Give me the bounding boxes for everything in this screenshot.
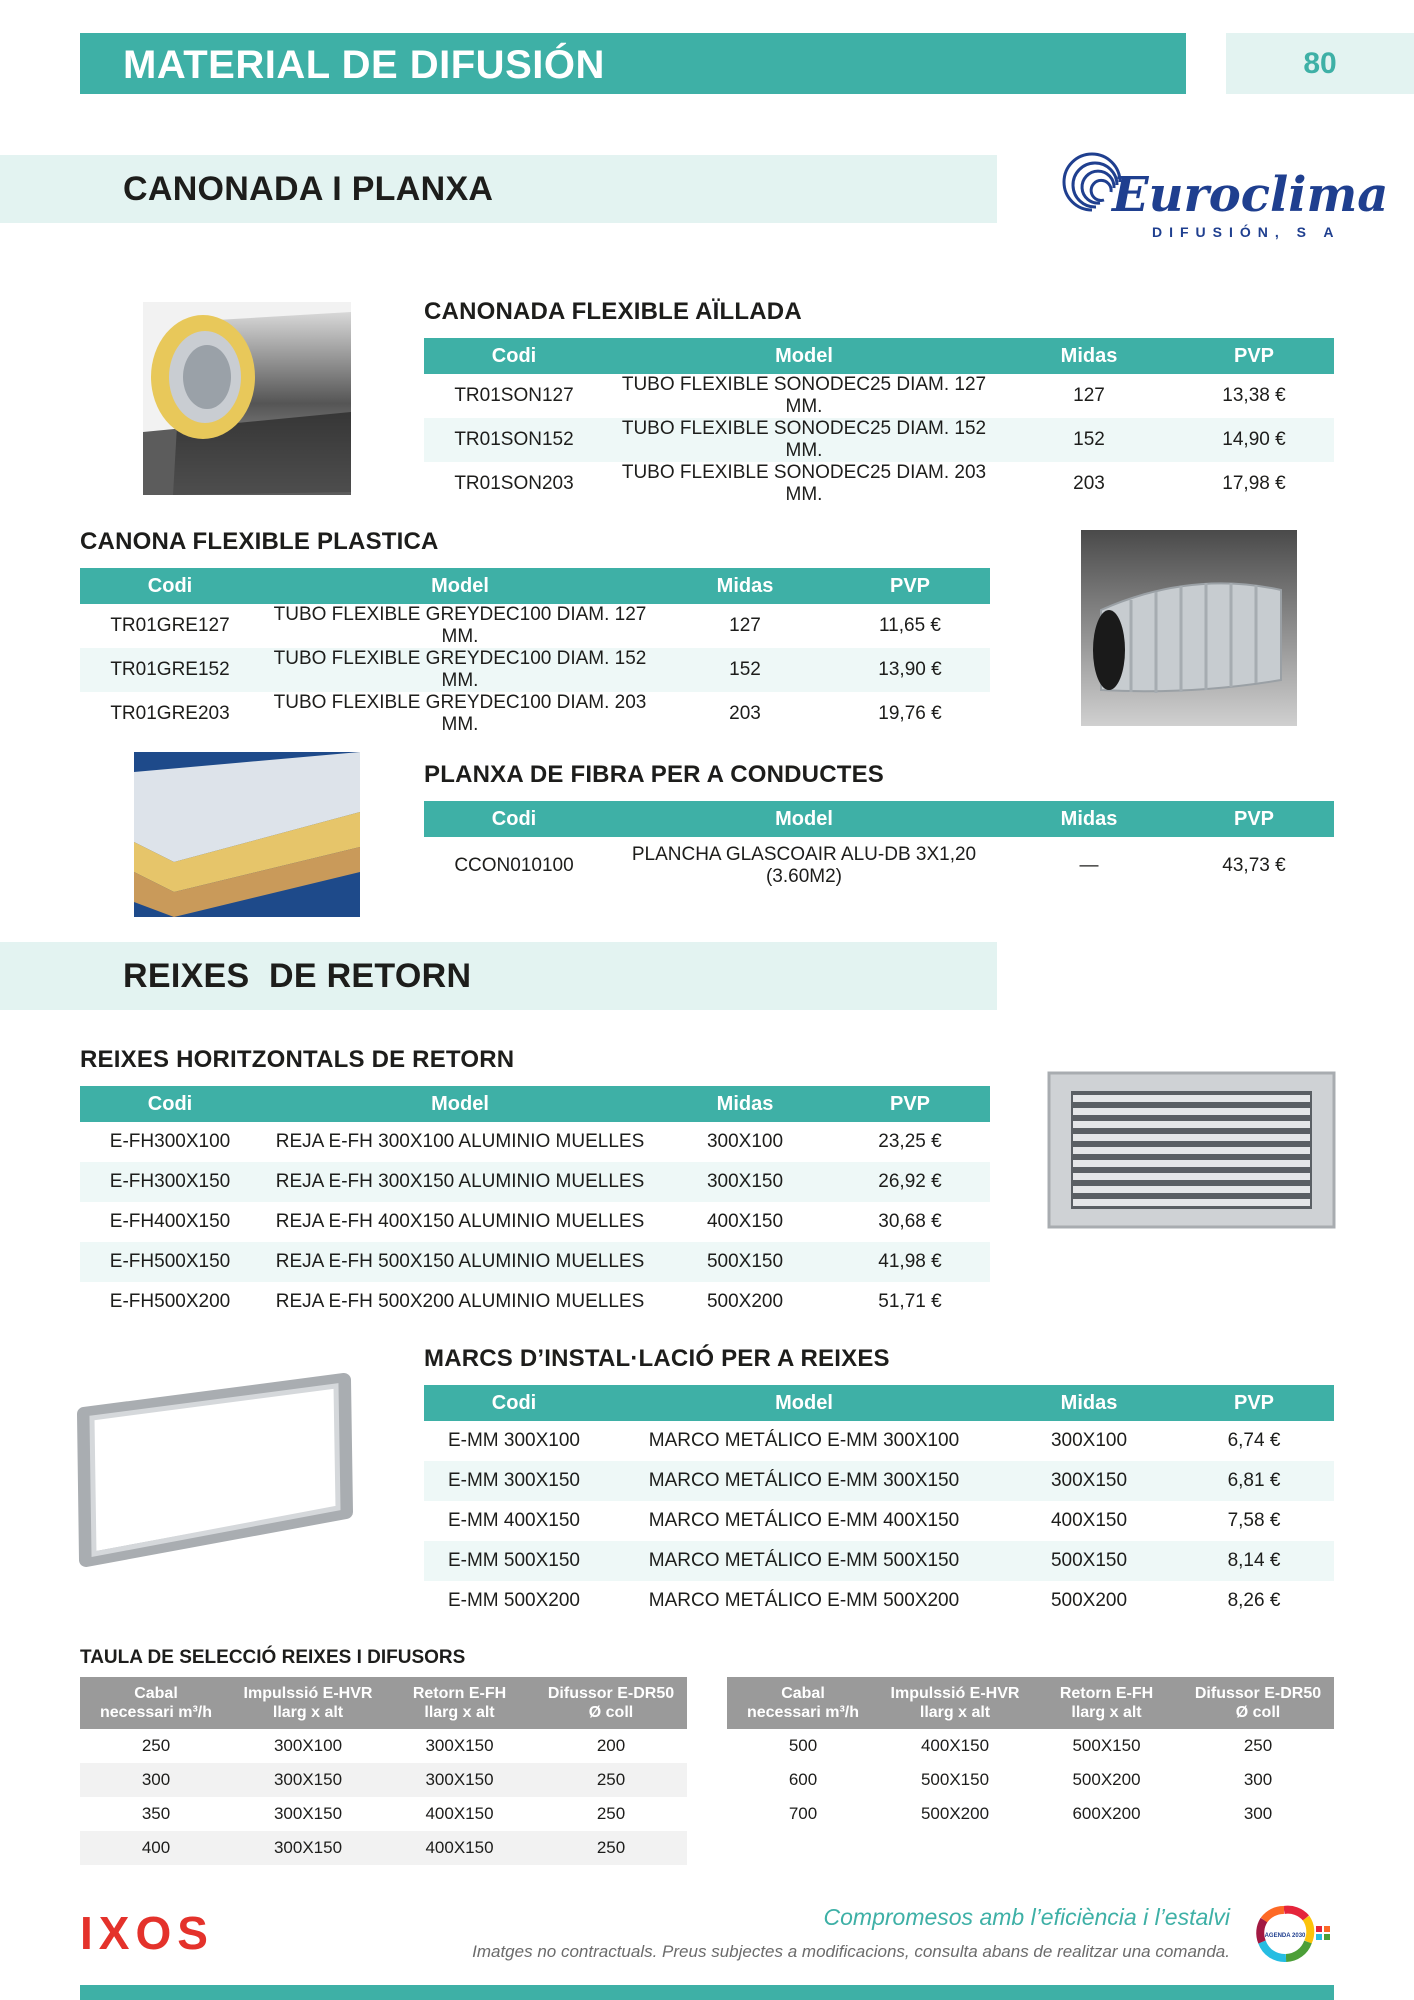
agenda-2030-badge (1256, 1906, 1336, 1962)
col-pvp: PVP (830, 1086, 990, 1122)
cell-midas: 203 (729, 703, 761, 724)
cell-pvp: 11,65 € (879, 615, 941, 636)
heading-flex-aillada: CANONADA FLEXIBLE AÏLLADA (424, 298, 802, 325)
cell-codi: E-MM 500X150 (424, 1541, 604, 1581)
heading-flex-plastica: CANONA FLEXIBLE PLASTICA (80, 528, 439, 555)
cell-midas: 300X150 (1004, 1461, 1174, 1501)
cell-model: TUBO FLEXIBLE SONODEC25 DIAM. 203 MM. (621, 462, 987, 505)
cell-midas: 127 (1073, 385, 1105, 406)
cell-model: REJA E-FH 300X150 ALUMINIO MUELLES (260, 1162, 660, 1202)
col-cabal: Cabal necessari m³/h (727, 1677, 879, 1729)
section-title-canonada: CANONADA I PLANXA (123, 170, 494, 208)
col-model: Model (604, 1385, 1004, 1421)
col-pvp: PVP (830, 568, 990, 604)
cell-pvp: 13,38 € (1222, 385, 1286, 406)
cell-codi: TR01GRE152 (80, 648, 260, 692)
col-codi: Codi (80, 568, 260, 604)
cell-codi: E-FH300X100 (109, 1131, 231, 1152)
table-row: 250 300X100 300X150 200 (141, 1736, 626, 1755)
cell-pvp: 6,74 € (1227, 1430, 1281, 1451)
cell-model: TUBO FLEXIBLE SONODEC25 DIAM. 127 MM. (621, 374, 987, 417)
col-midas: Midas (660, 568, 830, 604)
heading-marcs: MARCS D’INSTAL·LACIÓ PER A REIXES (424, 1345, 890, 1372)
cell-pvp: 43,73 € (1222, 855, 1286, 876)
cell-codi: TR01GRE203 (110, 703, 230, 724)
plastic-duct-image (1081, 530, 1297, 726)
table-row: 700 500X200 600X200 300 (788, 1804, 1273, 1823)
model-line-1: PLANCHA GLASCOAIR ALU-DB 3X1,20 (631, 844, 977, 865)
table-row (80, 648, 990, 692)
cell-midas: — (1079, 855, 1099, 876)
cell-model: MARCO METÁLICO E-MM 500X150 (604, 1541, 1004, 1581)
table-row (424, 462, 1334, 506)
table-row (424, 1421, 1334, 1461)
col-retorn: Retorn E-FH llarg x alt (384, 1677, 535, 1729)
table-row (80, 1242, 990, 1282)
table-row: 300 300X150 300X150 250 (80, 1763, 687, 1797)
col-midas: Midas (1004, 1385, 1174, 1421)
table-row: 350 300X150 400X150 250 (141, 1804, 626, 1823)
col-impulsio: Impulssió E-HVR llarg x alt (232, 1677, 384, 1729)
cell-codi: E-MM 400X150 (447, 1510, 580, 1531)
col-retorn: Retorn E-FH llarg x alt (1031, 1677, 1182, 1729)
cell-pvp: 41,98 € (830, 1242, 990, 1282)
table-row (80, 1122, 990, 1162)
cell-model: MARCO METÁLICO E-MM 500X200 (648, 1590, 960, 1611)
table-row: 400 300X150 400X150 250 (80, 1831, 687, 1865)
cell-pvp: 17,98 € (1222, 473, 1286, 494)
cell-model: TUBO FLEXIBLE SONODEC25 DIAM. 152 MM. (604, 418, 1004, 462)
selection-table-left (80, 1677, 687, 1865)
cell-model: TUBO FLEXIBLE GREYDEC100 DIAM. 127 MM. (273, 604, 647, 647)
cell-codi: E-MM 300X150 (424, 1461, 604, 1501)
cell-codi: CCON010100 (454, 855, 574, 876)
model-line-2: (3.60M2) (765, 866, 843, 887)
col-midas: Midas (1004, 801, 1174, 837)
col-pvp: PVP (1174, 338, 1334, 374)
fibre-board-image (134, 752, 360, 917)
svg-text:DIFUSIÓN, S A: DIFUSIÓN, S A (1152, 224, 1341, 240)
cell-model: MARCO METÁLICO E-MM 300X100 (648, 1430, 960, 1451)
table-row (424, 374, 1334, 418)
cell-codi: E-FH400X150 (109, 1211, 231, 1232)
cell-midas: 300X100 (1050, 1430, 1128, 1451)
cell-codi: TR01SON127 (454, 385, 574, 406)
cell-codi: TR01SON152 (424, 418, 604, 462)
table-row (424, 418, 1334, 462)
cell-midas: 300X100 (706, 1131, 784, 1152)
cell-codi: E-FH300X150 (80, 1162, 260, 1202)
table-row (424, 837, 1334, 895)
metal-frame-image (74, 1362, 356, 1574)
table-flex-plastica (80, 568, 990, 736)
col-difussor: Difussor E-DR50 Ø coll (535, 1677, 687, 1729)
col-midas: Midas (660, 1086, 830, 1122)
selection-title: TAULA DE SELECCIÓ REIXES I DIFUSORS (80, 1647, 466, 1668)
table-row: 600 500X150 500X200 300 (788, 1770, 1273, 1789)
cell-midas: 152 (660, 648, 830, 692)
table-row (424, 1461, 1334, 1501)
cell-midas: 300X150 (660, 1162, 830, 1202)
page-number: 80 (1303, 47, 1337, 80)
footer-slogan: Compromesos amb l’eficiència i l’estalvi (823, 1904, 1230, 1930)
table-reixes-h (80, 1086, 990, 1322)
svg-text:Euroclima: Euroclima (1112, 167, 1389, 223)
cell-midas: 400X150 (706, 1211, 784, 1232)
col-codi: Codi (424, 338, 604, 374)
ixos-logo: IXOS (80, 1907, 214, 1959)
cell-midas: 203 (1073, 473, 1105, 494)
cell-model: TUBO FLEXIBLE GREYDEC100 DIAM. 152 MM. (260, 648, 660, 692)
col-impulsio: Impulssió E-HVR llarg x alt (879, 1677, 1031, 1729)
table-planxa (424, 801, 1334, 895)
footer-band (80, 1985, 1334, 2000)
cell-pvp: 51,71 € (878, 1291, 942, 1312)
cell-midas: 500X200 (706, 1291, 784, 1312)
col-pvp: PVP (1174, 801, 1334, 837)
cell-pvp: 13,90 € (830, 648, 990, 692)
table-row (80, 1162, 990, 1202)
footer-disclaimer: Imatges no contractuals. Preus subjectes a modificacions, consulta abans de realitzar una comanda. (472, 1942, 1230, 1961)
cell-model: TUBO FLEXIBLE GREYDEC100 DIAM. 203 MM. (273, 692, 647, 735)
cell-codi: E-FH500X200 (109, 1291, 231, 1312)
col-codi: Codi (424, 1385, 604, 1421)
table-row: 500 400X150 500X150 250 (788, 1736, 1273, 1755)
cell-codi: E-MM 300X100 (447, 1430, 580, 1451)
euroclima-logo (1062, 155, 1389, 245)
heading-reixes-h: REIXES HORITZONTALS DE RETORN (80, 1046, 515, 1073)
cell-pvp: 14,90 € (1174, 418, 1334, 462)
cell-pvp: 30,68 € (878, 1211, 942, 1232)
table-row (80, 692, 990, 736)
col-model: Model (604, 801, 1004, 837)
cell-model: MARCO METÁLICO E-MM 400X150 (648, 1510, 960, 1531)
cell-model: MARCO METÁLICO E-MM 300X150 (604, 1461, 1004, 1501)
cell-midas: 400X150 (1050, 1510, 1128, 1531)
col-codi: Codi (424, 801, 604, 837)
col-pvp: PVP (1174, 1385, 1334, 1421)
cell-pvp: 26,92 € (830, 1162, 990, 1202)
cell-codi: E-FH500X150 (80, 1242, 260, 1282)
selection-table-right (727, 1677, 1334, 1831)
col-model: Model (260, 1086, 660, 1122)
col-midas: Midas (1004, 338, 1174, 374)
col-codi: Codi (80, 1086, 260, 1122)
table-marcs (424, 1385, 1334, 1621)
cell-pvp: 6,81 € (1174, 1461, 1334, 1501)
cell-midas: 500X150 (660, 1242, 830, 1282)
cell-pvp: 7,58 € (1227, 1510, 1281, 1531)
table-row (424, 1501, 1334, 1541)
cell-codi: TR01SON203 (454, 473, 574, 494)
table-row (424, 1581, 1334, 1621)
cell-model: REJA E-FH 500X150 ALUMINIO MUELLES (260, 1242, 660, 1282)
cell-pvp: 23,25 € (878, 1131, 942, 1152)
col-cabal: Cabal necessari m³/h (80, 1677, 232, 1729)
cell-pvp: 8,14 € (1174, 1541, 1334, 1581)
return-grille-image (1049, 1073, 1334, 1227)
insulated-duct-image (143, 302, 351, 495)
cell-codi: TR01GRE127 (110, 615, 230, 636)
cell-model (604, 837, 1004, 895)
cell-midas: 152 (1004, 418, 1174, 462)
cell-pvp: 19,76 € (878, 703, 942, 724)
table-flex-aillada (424, 338, 1334, 506)
cell-model: REJA E-FH 300X100 ALUMINIO MUELLES (275, 1131, 645, 1152)
cell-midas: 500X200 (1050, 1590, 1128, 1611)
col-model: Model (604, 338, 1004, 374)
table-row (424, 1541, 1334, 1581)
cell-model: REJA E-FH 500X200 ALUMINIO MUELLES (275, 1291, 645, 1312)
col-model: Model (260, 568, 660, 604)
heading-planxa: PLANXA DE FIBRA PER A CONDUCTES (424, 761, 884, 788)
table-row (80, 604, 990, 648)
table-row (80, 1282, 990, 1322)
table-row (80, 1202, 990, 1242)
cell-model: REJA E-FH 400X150 ALUMINIO MUELLES (275, 1211, 645, 1232)
cell-pvp: 8,26 € (1227, 1590, 1281, 1611)
cell-midas: 500X150 (1004, 1541, 1174, 1581)
page-title: MATERIAL DE DIFUSIÓN (123, 43, 605, 87)
cell-codi: E-MM 500X200 (447, 1590, 580, 1611)
col-difussor: Difussor E-DR50 Ø coll (1182, 1677, 1334, 1729)
section-title-reixes: REIXES DE RETORN (123, 957, 472, 995)
svg-text:AGENDA 2030: AGENDA 2030 (1264, 1933, 1306, 1939)
cell-midas: 127 (729, 615, 761, 636)
